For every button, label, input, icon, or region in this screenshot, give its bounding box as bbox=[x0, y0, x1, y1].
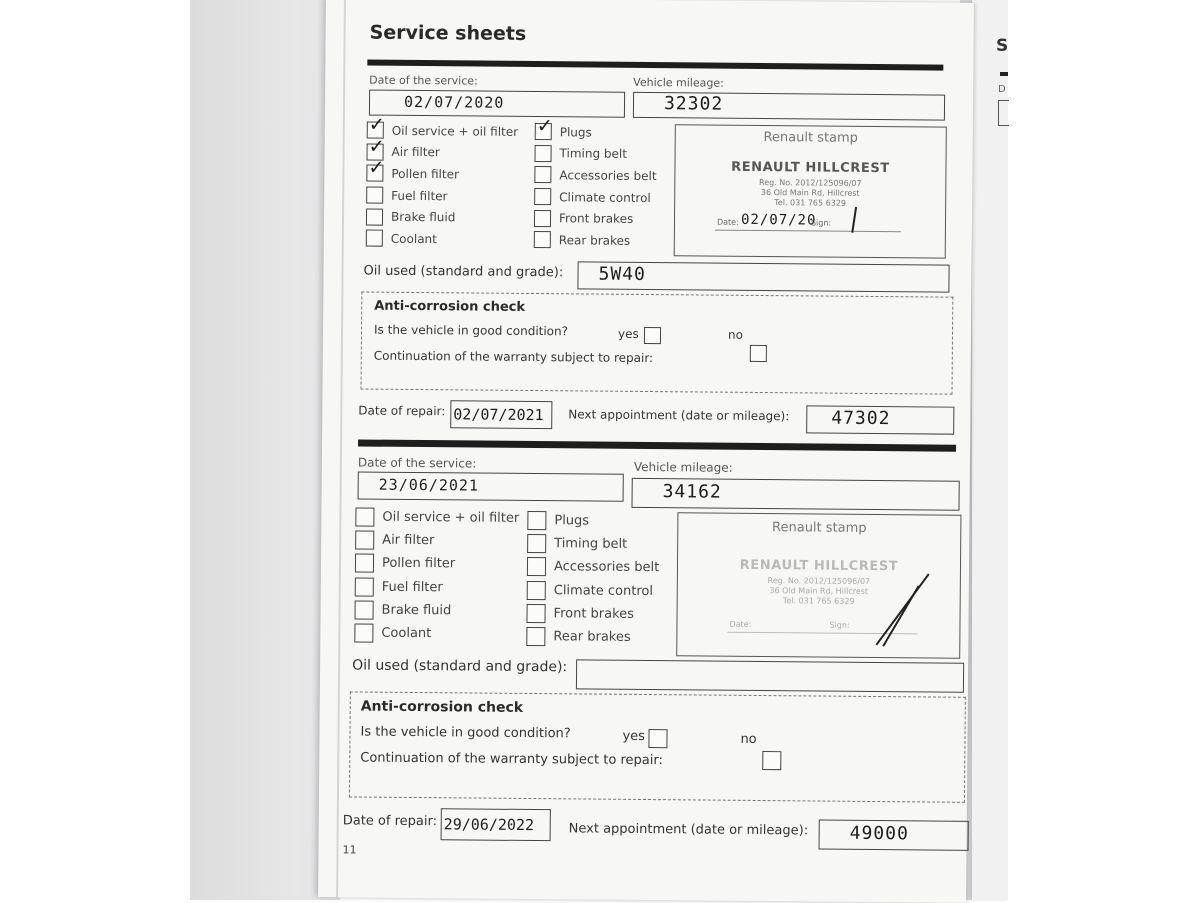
stamp-date-label: Date: bbox=[729, 619, 752, 629]
checkbox[interactable] bbox=[534, 167, 551, 184]
vehicle-mileage-label: Vehicle mileage: bbox=[633, 75, 724, 90]
stamp-dealer-name: RENAULT HILLCREST bbox=[739, 557, 899, 575]
checkbox[interactable] bbox=[527, 511, 546, 530]
checkbox[interactable] bbox=[355, 600, 374, 619]
next-appointment-value: 49000 bbox=[849, 822, 909, 845]
stamp-tel: Tel. 031 765 6329 bbox=[774, 198, 847, 208]
checkbox[interactable] bbox=[534, 231, 551, 248]
checklist-item[interactable] bbox=[366, 184, 518, 207]
anti-corrosion-title: Anti-corrosion check bbox=[374, 298, 526, 315]
yes-label: yes bbox=[617, 326, 639, 341]
no-checkbox[interactable] bbox=[750, 345, 767, 362]
checklist-item[interactable] bbox=[366, 135, 518, 164]
oil-used-field[interactable] bbox=[577, 261, 949, 292]
checkbox[interactable] bbox=[366, 187, 383, 204]
checklist-item-label: Plugs bbox=[554, 513, 590, 529]
next-page-rule bbox=[1000, 72, 1008, 76]
stamp-sign-label: Sign: bbox=[829, 620, 850, 630]
checklist-item-label: Coolant bbox=[390, 231, 437, 246]
checkmark-icon: ✓ bbox=[536, 115, 553, 138]
checklist-item-label: Front brakes bbox=[558, 211, 634, 227]
checklist-item[interactable] bbox=[534, 143, 656, 166]
checklist-item-label: Rear brakes bbox=[553, 629, 631, 645]
checklist-item-label: Brake fluid bbox=[390, 209, 456, 225]
checklist-item-label: Fuel filter bbox=[391, 188, 448, 203]
top-rule bbox=[367, 60, 943, 71]
checklist-item[interactable] bbox=[527, 555, 659, 579]
anti-corrosion-title: Anti-corrosion check bbox=[360, 698, 524, 716]
checkmark-icon: ✓ bbox=[368, 157, 385, 180]
checkbox[interactable] bbox=[534, 210, 551, 227]
no-checkbox[interactable] bbox=[762, 751, 781, 770]
yes-label: yes bbox=[622, 728, 646, 745]
condition-question: Is the vehicle in good condition? bbox=[360, 724, 571, 742]
checklist-item-label: Coolant bbox=[381, 625, 432, 642]
checklist-left bbox=[354, 505, 519, 646]
checkbox[interactable] bbox=[366, 157, 385, 182]
checkbox[interactable] bbox=[366, 208, 383, 225]
page-edge bbox=[336, 0, 346, 897]
checklist-right bbox=[534, 115, 657, 252]
checklist-item[interactable] bbox=[534, 164, 656, 187]
next-appointment-value: 47302 bbox=[831, 407, 891, 430]
checklist-item[interactable] bbox=[355, 552, 519, 577]
checklist-item[interactable] bbox=[534, 207, 656, 230]
stamp-title: Renault stamp bbox=[772, 520, 867, 536]
no-label: no bbox=[727, 327, 744, 342]
checklist-item[interactable] bbox=[527, 532, 659, 556]
checkbox[interactable] bbox=[355, 554, 374, 573]
checklist-item-label: Accessories belt bbox=[559, 168, 657, 184]
stamp-address: 36 Old Main Rd, Hillcrest bbox=[769, 586, 869, 596]
next-appointment-label: Next appointment (date or mileage): bbox=[568, 821, 809, 839]
checkbox[interactable] bbox=[527, 581, 546, 600]
service-date-field[interactable] bbox=[369, 90, 625, 118]
next-appointment-field[interactable] bbox=[806, 405, 954, 434]
stamp-reg-number: Reg. No. 2012/125096/07 bbox=[759, 177, 862, 188]
date-of-repair-label: Date of repair: bbox=[342, 813, 438, 830]
checkbox[interactable] bbox=[535, 115, 553, 140]
checklist-item-label: Climate control bbox=[553, 582, 654, 599]
checklist-item[interactable] bbox=[366, 157, 518, 186]
checklist-item[interactable] bbox=[527, 509, 659, 533]
checklist-item[interactable] bbox=[526, 602, 658, 626]
yes-checkbox[interactable] bbox=[644, 327, 661, 344]
warranty-text: Continuation of the warranty subject to repair: bbox=[373, 348, 654, 366]
date-of-repair-value: 02/07/2021 bbox=[453, 405, 544, 425]
checkbox[interactable] bbox=[355, 531, 374, 550]
anti-corrosion-box bbox=[361, 292, 954, 395]
oil-used-field[interactable] bbox=[576, 659, 964, 692]
checkbox[interactable] bbox=[526, 604, 545, 623]
checkbox[interactable] bbox=[527, 534, 546, 553]
checkbox[interactable] bbox=[366, 230, 383, 247]
no-label: no bbox=[740, 731, 757, 747]
condition-question: Is the vehicle in good condition? bbox=[373, 322, 569, 339]
stamp-sign-label: Sign: bbox=[810, 218, 832, 228]
service-date-label: Date of the service: bbox=[369, 73, 478, 88]
checklist-item[interactable] bbox=[535, 115, 657, 144]
checklist-item[interactable] bbox=[355, 505, 519, 530]
checklist-item[interactable] bbox=[526, 625, 658, 649]
stamp-address: 36 Old Main Rd, Hillcrest bbox=[760, 187, 860, 198]
checklist-item-label: Air filter bbox=[382, 532, 435, 549]
checklist-item[interactable] bbox=[354, 598, 518, 623]
vehicle-mileage-label: Vehicle mileage: bbox=[633, 459, 733, 475]
vehicle-mileage-field[interactable] bbox=[631, 478, 959, 511]
service-date-label: Date of the service: bbox=[357, 455, 477, 471]
page-title: Service sheets bbox=[369, 21, 527, 45]
checklist-item-label: Pollen filter bbox=[391, 166, 460, 182]
stamp-reg-number: Reg. No. 2012/125096/07 bbox=[767, 576, 871, 586]
vehicle-mileage-value: 32302 bbox=[663, 93, 724, 115]
checkbox[interactable] bbox=[535, 145, 552, 162]
checklist-item-label: Front brakes bbox=[553, 606, 635, 622]
background-surface bbox=[190, 0, 340, 900]
checkbox[interactable] bbox=[534, 188, 551, 205]
warranty-text: Continuation of the warranty subject to repair: bbox=[360, 750, 663, 769]
vehicle-mileage-value: 34162 bbox=[662, 481, 722, 503]
next-appointment-label: Next appointment (date or mileage): bbox=[568, 407, 790, 424]
checkmark-icon: ✓ bbox=[368, 113, 385, 137]
checklist-item-label: Air filter bbox=[391, 145, 440, 160]
renault-stamp-box bbox=[674, 124, 947, 258]
date-of-repair-field[interactable] bbox=[441, 808, 551, 841]
checklist-item-label: Timing belt bbox=[554, 536, 628, 553]
checkbox[interactable] bbox=[355, 508, 374, 527]
checkbox[interactable] bbox=[526, 627, 545, 646]
checklist-item[interactable] bbox=[534, 186, 656, 209]
checklist-item-label: Brake fluid bbox=[381, 602, 452, 619]
checklist-item-label: Oil service + oil filter bbox=[391, 123, 519, 139]
stamp-date-label: Date: bbox=[716, 217, 739, 227]
renault-stamp-box bbox=[676, 512, 961, 658]
next-appointment-field[interactable] bbox=[819, 820, 969, 851]
next-page-label: D bbox=[998, 84, 1006, 95]
stamp-date-value: 02/07/20 bbox=[740, 211, 817, 229]
date-of-repair-value: 29/06/2022 bbox=[443, 815, 535, 835]
oil-used-label: Oil used (standard and grade): bbox=[352, 657, 568, 676]
service-date-value: 02/07/2020 bbox=[403, 92, 505, 112]
next-page-field bbox=[998, 100, 1009, 126]
checkbox[interactable] bbox=[355, 577, 374, 596]
checklist-item-label: Oil service + oil filter bbox=[382, 509, 520, 526]
signature-mark bbox=[851, 207, 857, 233]
checklist-item[interactable] bbox=[527, 579, 659, 603]
next-page-letter: S bbox=[996, 36, 1009, 56]
checkbox[interactable] bbox=[527, 557, 546, 576]
anti-corrosion-box bbox=[349, 691, 966, 802]
checklist-item[interactable] bbox=[366, 228, 518, 251]
stamp-tel: Tel. 031 765 6329 bbox=[782, 596, 855, 606]
checklist-right bbox=[526, 509, 659, 649]
checklist-left bbox=[366, 113, 519, 251]
yes-checkbox[interactable] bbox=[648, 729, 667, 748]
oil-used-label: Oil used (standard and grade): bbox=[363, 263, 564, 281]
service-date-value: 23/06/2021 bbox=[378, 475, 480, 495]
stamp-sign-line bbox=[715, 230, 901, 233]
stamp-dealer-name: RENAULT HILLCREST bbox=[731, 159, 890, 177]
checklist-item[interactable] bbox=[354, 621, 518, 646]
checklist-item[interactable] bbox=[355, 529, 519, 554]
checklist-item[interactable] bbox=[355, 575, 519, 600]
oil-used-value: 5W40 bbox=[598, 263, 646, 285]
stamp-title: Renault stamp bbox=[763, 130, 859, 146]
checklist-item[interactable] bbox=[366, 206, 518, 229]
checklist-item-label: Climate control bbox=[559, 189, 651, 205]
checklist-item-label: Fuel filter bbox=[381, 579, 443, 595]
page-number: 11 bbox=[342, 843, 357, 857]
checklist-item[interactable] bbox=[534, 229, 656, 252]
checkbox[interactable] bbox=[354, 623, 373, 642]
date-of-repair-label: Date of repair: bbox=[358, 403, 446, 419]
checklist-item-label: Pollen filter bbox=[381, 556, 456, 572]
next-page-edge bbox=[972, 0, 1008, 900]
checklist-item-label: Plugs bbox=[559, 125, 592, 140]
checkmark-icon: ✓ bbox=[368, 135, 385, 158]
vehicle-mileage-field[interactable] bbox=[633, 92, 945, 121]
checklist-item-label: Rear brakes bbox=[558, 232, 631, 248]
section-divider bbox=[358, 439, 956, 451]
checklist-item-label: Timing belt bbox=[559, 146, 628, 162]
service-date-field[interactable] bbox=[358, 471, 624, 501]
checklist-item[interactable] bbox=[367, 113, 519, 143]
checklist-item-label: Accessories belt bbox=[553, 559, 660, 576]
date-of-repair-field[interactable] bbox=[450, 400, 552, 429]
service-sheet-page bbox=[318, 0, 974, 903]
